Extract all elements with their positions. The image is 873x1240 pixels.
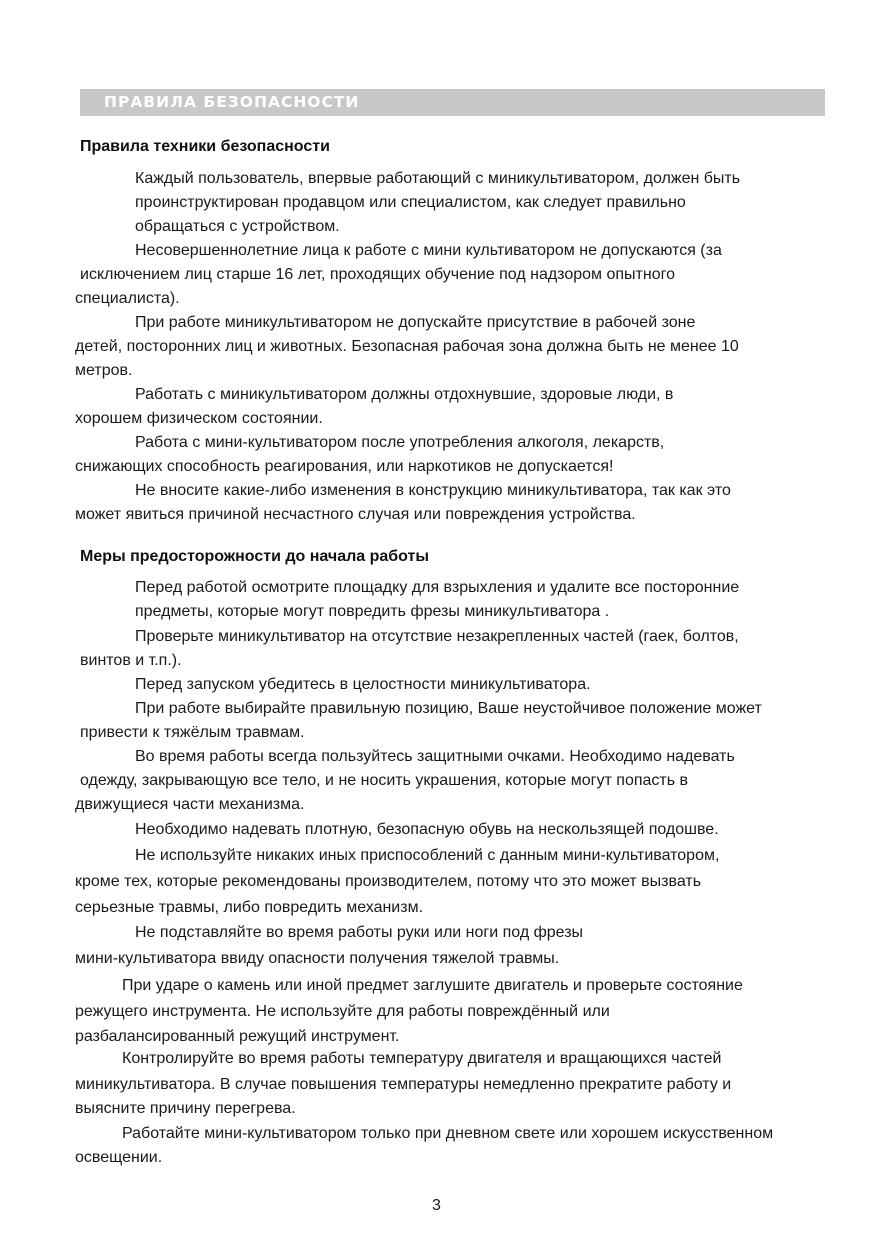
paragraph-line: мини-культиватора ввиду опасности получения тяжелой травмы. (75, 950, 560, 967)
paragraph-line: освещении. (75, 1149, 163, 1166)
paragraph-line: выясните причину перегрева. (75, 1100, 296, 1117)
paragraph-line: снижающих способность реагирования, или наркотиков не допускается! (75, 458, 614, 475)
paragraph-line: исключением лиц старше 16 лет, проходящих обучение под надзором опытного (80, 266, 675, 283)
paragraph-line: серьезные травмы, либо повредить механизм. (75, 899, 424, 916)
paragraph-line: При работе миникультиватором не допускайте присутствие в рабочей зоне (135, 314, 696, 331)
paragraph-line: детей, посторонних лиц и животных. Безопасная рабочая зона должна быть не менее 10 (75, 338, 739, 355)
page-number: 3 (432, 1197, 441, 1214)
paragraph-line: винтов и т.п.). (80, 652, 182, 669)
paragraph-line: хорошем физическом состоянии. (75, 410, 323, 427)
paragraph-line: Не используйте никаких иных приспособлений с данным мини-культиватором, (135, 847, 720, 864)
paragraph-line: режущего инструмента. Не используйте для работы повреждённый или (75, 1003, 610, 1020)
section-banner (80, 89, 825, 116)
paragraph-line: Контролируйте во время работы температуру двигателя и вращающихся частей (122, 1050, 722, 1067)
paragraph-line: Не вносите какие-либо изменения в конструкцию миникультиватора, так как это (135, 482, 731, 499)
paragraph-line: Работать с миникультиватором должны отдохнувшие, здоровые люди, в (135, 386, 674, 403)
paragraph-line: Перед работой осмотрите площадку для взрыхления и удалите все посторонние (135, 579, 740, 596)
paragraph-line: обращаться с устройством. (135, 218, 340, 235)
paragraph-line: миникультиватора. В случае повышения температуры немедленно прекратите работу и (75, 1076, 732, 1093)
paragraph-line: метров. (75, 362, 133, 379)
paragraph-line: Не подставляйте во время работы руки или ноги под фрезы (135, 924, 584, 941)
paragraph-line: движущиеся части механизма. (75, 796, 305, 813)
paragraph-line: Проверьте миникультиватор на отсутствие незакрепленных частей (гаек, болтов, (135, 628, 739, 645)
paragraph-line: может явиться причиной несчастного случая или повреждения устройства. (75, 506, 636, 523)
paragraph-line: Во время работы всегда пользуйтесь защитными очками. Необходимо надевать (135, 748, 735, 765)
paragraph-line: Необходимо надевать плотную, безопасную обувь на нескользящей подошве. (135, 821, 719, 838)
paragraph-line: одежду, закрывающую все тело, и не носить украшения, которые могут попасть в (80, 772, 689, 789)
paragraph-line: проинструктирован продавцом или специалистом, как следует правильно (135, 194, 686, 211)
paragraph-line: При работе выбирайте правильную позицию, Ваше неустойчивое положение может (135, 700, 762, 717)
section-heading-precautions: Меры предосторожности до начала работы (80, 548, 430, 565)
paragraph-line: кроме тех, которые рекомендованы производителем, потому что это может вызвать (75, 873, 702, 890)
paragraph-line: привести к тяжёлым травмам. (80, 724, 305, 741)
paragraph-line: Работа с мини-культиватором после употребления алкоголя, лекарств, (135, 434, 665, 451)
paragraph-line: Перед запуском убедитесь в целостности миникультиватора. (135, 676, 591, 693)
paragraph-line: специалиста). (75, 290, 180, 307)
paragraph-line: разбалансированный режущий инструмент. (75, 1028, 400, 1045)
paragraph-line: Каждый пользователь, впервые работающий с миникультиватором, должен быть (135, 170, 741, 187)
section-heading-safety-rules: Правила техники безопасности (80, 138, 330, 155)
paragraph-line: предметы, которые могут повредить фрезы миникультиватора . (135, 603, 610, 620)
paragraph-line: При ударе о камень или иной предмет заглушите двигатель и проверьте состояние (122, 977, 743, 994)
banner-title: ПРАВИЛА БЕЗОПАСНОСТИ (104, 93, 360, 111)
paragraph-line: Несовершеннолетние лица к работе с мини культиватором не допускаются (за (135, 242, 722, 259)
paragraph-line: Работайте мини-культиватором только при дневном свете или хорошем искусственном (122, 1125, 774, 1142)
